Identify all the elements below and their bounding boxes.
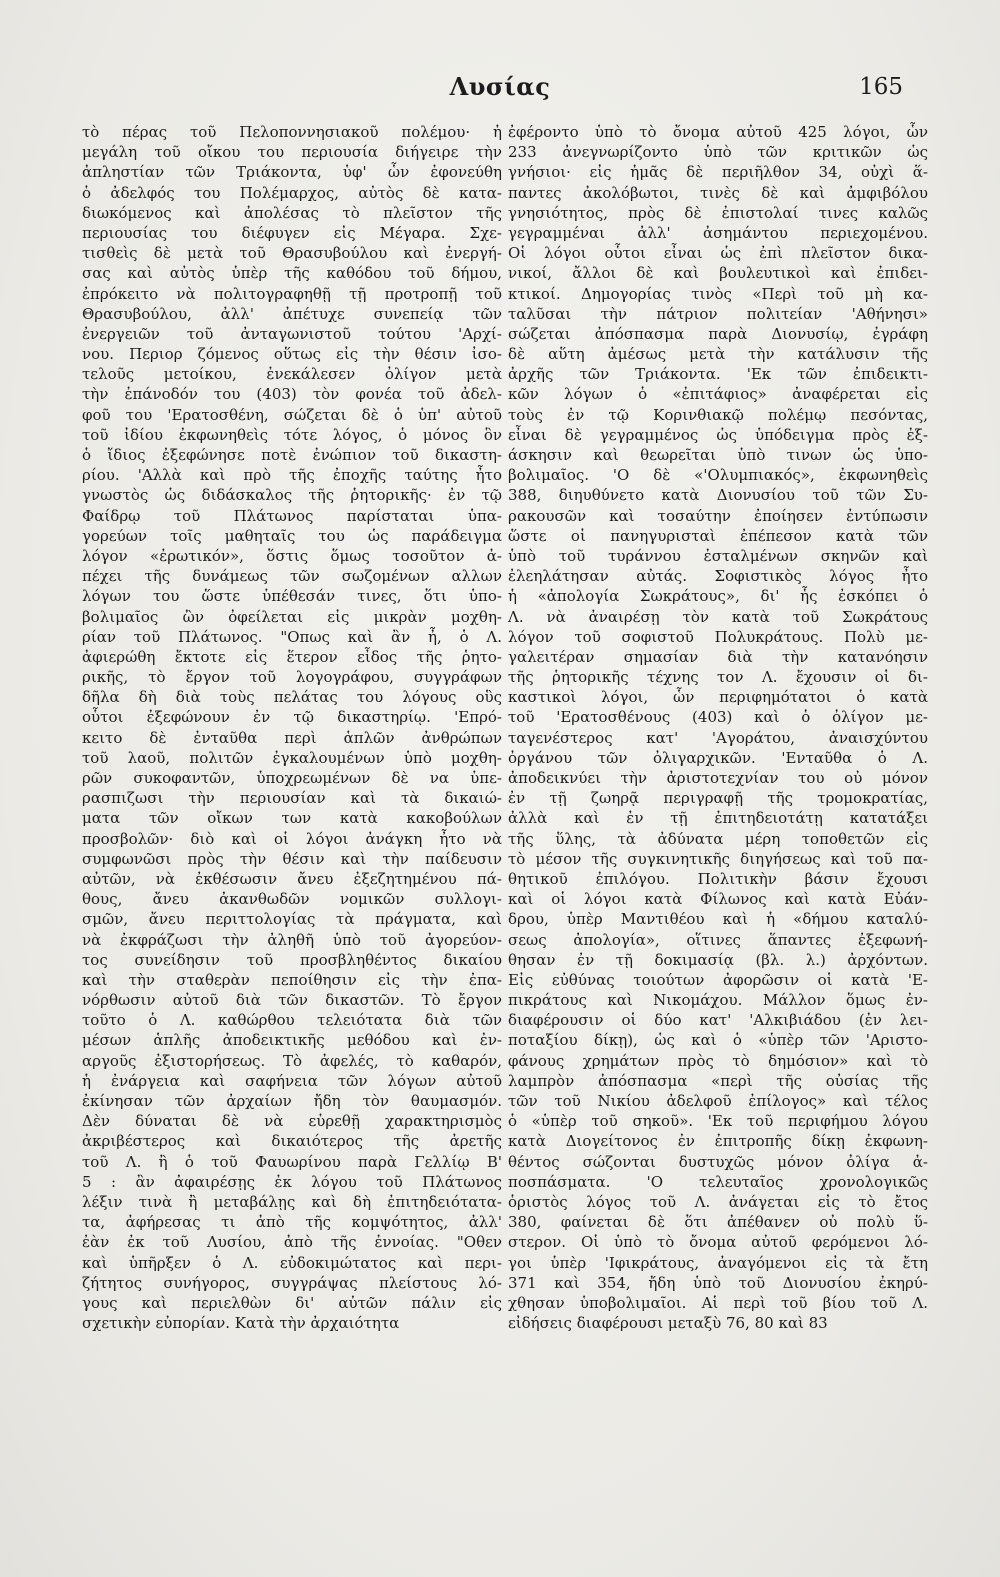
right-text-column xyxy=(508,122,928,1333)
text-line: ταλῦσαι τὴν πάτριον πολιτείαν 'Αθήνησι» xyxy=(508,304,928,323)
text-line: Οἱ λόγοι οὗτοι εἶναι ὡς ἐπὶ πλεῖστον δικα- xyxy=(508,244,928,263)
text-line: κατὰ Διογείτονος ἐν ἐπιτροπῆς δίκῃ ἐκφωνη- xyxy=(508,1132,928,1151)
text-line: Φαίδρῳ τοῦ Πλάτωνος παρίσταται ὑπα- xyxy=(82,506,502,525)
text-line: παντες ἀκολόβωτοι, τινὲς δὲ καὶ ἀμφιβόλου xyxy=(508,183,928,202)
text-line: φοῦ του 'Ερατοσθένη, σώζεται δὲ ὁ ὑπ' αὐτοῦ xyxy=(82,405,502,424)
text-line: 5 : ἂν ἀφαιρέσῃς ἐκ λόγου τοῦ Πλάτωνος xyxy=(82,1172,502,1191)
text-line: οὗτοι ἐξεφώνουν ἐν τῷ δικαστηρίῳ. 'Επρό- xyxy=(82,708,502,727)
text-line: τοῦ λαοῦ, πολιτῶν ἐγκαλουμένων ὑπὸ μοχθη- xyxy=(82,748,502,767)
text-line: τὴν ἐπάνοδόν του (403) τὸν φονέα τοῦ ἀδελ- xyxy=(82,385,502,404)
text-line: γνήσιοι· εἰς ἡμᾶς δὲ περιῆλθον 34, οὐχὶ ἅ- xyxy=(508,163,928,182)
text-line: κῶν λόγων ὁ «ἐπιτάφιος» ἀναφέρεται εἰς xyxy=(508,385,928,404)
text-line: τοῦ 'Ερατοσθένους (403) καὶ ὁ ὀλίγον με- xyxy=(508,708,928,727)
text-line: τισθεὶς δὲ μετὰ τοῦ Θρασυβούλου καὶ ἐνεργή- xyxy=(82,244,502,263)
text-line: σχετικὴν εὐπορίαν. Κατὰ τὴν ἀρχαιότητα xyxy=(82,1314,400,1333)
text-line: τῆς ὕλης, τὰ ἀδύνατα μέρη τοποθετῶν εἰς xyxy=(508,829,928,848)
text-line: ρῶν συκοφαντῶν, ὑποχρεωμένων δὲ να ὑπε- xyxy=(82,769,502,787)
text-line: σας καὶ αὐτὸς ὑπὲρ τῆς καθόδου τοῦ δήμου, xyxy=(82,264,502,283)
text-line: ὁ ἴδιος ἐξεφώνησε ποτὲ ἐνώπιον τοῦ δικαστη- xyxy=(82,446,502,464)
left-text-column xyxy=(82,122,502,1333)
text-line: ὁριστὸς λόγος τοῦ Λ. ἀνάγεται εἰς τὸ ἔτος xyxy=(508,1192,928,1211)
text-line: γνησιότητος, πρὸς δὲ ἐπιστολαί τινες καλῶς xyxy=(508,203,928,222)
text-line: 371 καὶ 354, ἤδη ὑπὸ τοῦ Διονυσίου ἐκηρύ- xyxy=(508,1273,928,1292)
text-line: διαφέρουσιν οἱ δύο κατ' 'Αλκιβιάδου (ἐν λει- xyxy=(508,1011,928,1030)
text-line: πικράτους καὶ Νικομάχου. Μάλλον ὅμως ἐν- xyxy=(508,991,928,1010)
text-line: ἡ ἐνάργεια καὶ σαφήνεια τῶν λόγων αὐτοῦ xyxy=(82,1071,502,1090)
text-line: ἀρχῆς τῶν Τριάκοντα. 'Εκ τῶν ἐπιδεικτι- xyxy=(508,365,928,384)
text-line: ρικῆς, τὸ ἔργον τοῦ λογογράφου, συγγράφων xyxy=(82,668,502,687)
text-line: καὶ τὴν σταθερὰν πεποίθησιν εἰς τὴν ἐπα- xyxy=(82,970,502,989)
text-line: δὲ αὕτη ἀμέσως μετὰ τὴν κατάλυσιν τῆς xyxy=(508,345,928,364)
text-line: ἀφιερώθη ἔκτοτε εἰς ἕτερον εἶδος τῆς ῥητο- xyxy=(82,647,502,666)
text-line: λόγον τοῦ σοφιστοῦ Πολυκράτους. Πολὺ με- xyxy=(508,627,928,646)
text-line: αὐτῶν, νὰ ἐκθέσωσιν ἄνευ ἐξεζητημένου πά- xyxy=(82,869,502,888)
text-line: τελοῦς μετοίκου, ἐνεκάλεσεν ὀλίγον μετὰ xyxy=(82,365,502,384)
text-line: ἐν τῇ ζωηρᾷ περιγραφῇ τῆς τρομοκρατίας, xyxy=(508,789,928,808)
text-line: διωκόμενος καὶ ἀπολέσας τὸ πλεῖστον τῆς xyxy=(82,203,502,222)
text-line: καὶ ὑπῆρξεν ὁ Λ. εὐδοκιμώτατος καὶ περι- xyxy=(82,1253,502,1272)
text-line: ποσπάσματα. 'Ο τελευταῖος χρονολογικῶς xyxy=(508,1172,928,1191)
text-line: στερον. Οἱ ὑπὸ τὸ ὄνομα αὐτοῦ φερόμενοι λό- xyxy=(508,1233,928,1252)
text-line: χθησαν ὑποβολιμαῖοι. Αἱ περὶ τοῦ βίου τοῦ Λ. xyxy=(508,1293,928,1312)
text-line: προσβολῶν· διὸ καὶ οἱ λόγοι ἀνάγκη ἦτο νὰ xyxy=(82,829,502,848)
text-line: βολιμαῖος ὢν ὀφείλεται εἰς μικρὰν μοχθη- xyxy=(82,607,502,626)
text-line: εἶναι δὲ γεγραμμένος ὡς ὑπόδειγμα πρὸς ἐξ- xyxy=(508,425,928,444)
text-line: ἀποδεικνύει τὴν ἀριστοτεχνίαν του οὐ μόνον xyxy=(508,769,928,787)
text-line: Θρασυβούλου, ἀλλ' ἀπέτυχε συνεπείᾳ τῶν xyxy=(82,304,502,323)
text-line: νικοί, ἄλλοι δὲ καὶ βουλευτικοὶ καὶ ἐπιδει- xyxy=(508,264,928,283)
text-line: ρακουσῶν καὶ τοσαύτην ἐποίησεν ἐντύπωσιν xyxy=(508,506,928,525)
text-line: ἐκίνησαν τῶν ἀρχαίων ἤδη τὸν θαυμασμόν. xyxy=(82,1092,502,1110)
text-line: ταγενέστερος κατ' 'Αγοράτου, ἀναισχύντου xyxy=(508,728,928,747)
text-line: γοι ὑπὲρ 'Ιφικράτους, ἀναγόμενοι εἰς τὰ ἔτη xyxy=(508,1253,928,1272)
text-line: ὀργάνου τῶν ὀλιγαρχικῶν. 'Ενταῦθα ὁ Λ. xyxy=(508,748,928,767)
text-line: τῶν τοῦ Νικίου ἀδελφοῦ ἐπίλογος» καὶ τέλος xyxy=(508,1092,928,1110)
text-line: ἐλεηλάτησαν αὐτάς. Σοφιστικὸς λόγος ἦτο xyxy=(508,567,928,586)
text-line: εἰδήσεις διαφέρουσι μεταξὺ 76, 80 καὶ 83 xyxy=(508,1314,828,1333)
text-line: ἐὰν ἐκ τοῦ Λυσίου, ἀπὸ τῆς ἐννοίας. "Οθεν xyxy=(82,1233,502,1252)
text-line: ματα τῶν οἴκων των κατὰ κακοβούλων xyxy=(82,809,502,828)
text-line: ζήτητος συνήγορος, συγγράψας πλείστους λό- xyxy=(82,1273,502,1292)
text-line: τὸ πέρας τοῦ Πελοποννησιακοῦ πολέμου· ἡ xyxy=(82,123,502,141)
text-line: ὑπὸ τοῦ τυράννου ἐσταλμένων σκηνῶν καὶ xyxy=(508,546,928,565)
text-line: λαμπρὸν ἀπόσπασμα «περὶ τῆς οὐσίας τῆς xyxy=(508,1071,928,1090)
text-line: ρίου. 'Αλλὰ καὶ πρὸ τῆς ἐποχῆς ταύτης ἦτο xyxy=(82,466,502,485)
running-head xyxy=(0,68,1000,112)
text-line: συμφωνῶσι πρὸς τὴν θέσιν καὶ τὴν παίδευσιν xyxy=(82,849,502,868)
text-line: τος συνείδησιν τοῦ προσβληθέντος δικαίου xyxy=(82,950,502,969)
page-number: 165 xyxy=(859,74,903,100)
text-line: μέσων ἁπλῆς ἀποδεικτικῆς μεθόδου καὶ ἐν- xyxy=(82,1031,502,1050)
text-line: δρου, ὑπὲρ Μαντιθέου καὶ ἡ «δήμου καταλύ- xyxy=(508,910,928,929)
text-line: Λ. νὰ ἀναιρέσῃ τὸν κατὰ τοῦ Σωκράτους xyxy=(508,607,928,626)
text-line: νὰ ἐκφράζωσι τὴν ἀληθῆ ὑπὸ τοῦ ἀγορεύον- xyxy=(82,930,502,949)
text-line: θησαν ἐν τῇ δοκιμασίᾳ (βλ. λ.) ἀρχόντων. xyxy=(508,950,928,969)
text-line: ἡ «ἀπολογία Σωκράτους», δι' ἧς ἐσκόπει ὁ xyxy=(508,587,928,606)
text-line: ἀπληστίαν τῶν Τριάκοντα, ὑφ' ὧν ἐφονεύθη xyxy=(82,163,502,182)
text-line: 388, διηυθύνετο κατὰ Διονυσίου τοῦ τῶν Συ- xyxy=(508,486,928,505)
text-line: ἐνεργειῶν τοῦ ἀνταγωνιστοῦ τούτου 'Αρχί- xyxy=(82,324,502,343)
text-line: τοῦ ἰδίου ἐκφωνηθεὶς τότε λόγος, ὁ μόνος ὃν xyxy=(82,425,502,444)
text-line: περιουσίας του διέφυγεν εἰς Μέγαρα. Σχε- xyxy=(82,223,502,242)
running-title: Λυσίας xyxy=(449,72,551,101)
text-line: αργοῦς ἐξιστορήσεως. Τὸ ἀφελές, τὸ καθαρόν, xyxy=(82,1051,502,1070)
text-line: ἀλλὰ καὶ ἐν τῇ ἐπιτηδειοτάτῃ κατατάξει xyxy=(508,809,928,828)
text-line: Εἰς εὐθύνας τοιούτων ἀφορῶσιν οἱ κατὰ 'Ε- xyxy=(508,970,928,989)
text-line: λέξιν τινὰ ἢ μεταβάλῃς καὶ δὴ ἐπιτηδειότατα- xyxy=(82,1192,502,1211)
text-line: ποταξίου δίκῃ), ὡς καὶ ὁ «ὑπὲρ τῶν 'Αριστο- xyxy=(508,1031,928,1050)
text-line: ρασπιζωσι τὴν περιουσίαν καὶ τὰ δικαιώ- xyxy=(82,789,502,808)
text-line: ὥστε οἱ πανηγυρισταὶ ἐπέπεσον κατὰ τῶν xyxy=(508,526,928,545)
text-line: καστικοὶ λόγοι, ὧν περιφημότατοι ὁ κατὰ xyxy=(508,688,928,707)
text-line: ἀκριβέστερος καὶ δικαιότερος τῆς ἀρετῆς xyxy=(82,1132,502,1151)
text-line: κτικοί. Δημογορίας τινὸς «Περὶ τοῦ μὴ κα- xyxy=(508,284,928,303)
text-line: πέχει τῆς δυνάμεως τῶν σωζομένων αλλων xyxy=(82,567,502,586)
text-line: γαλειτέραν σημασίαν διὰ τὴν κατανόησιν xyxy=(508,647,928,666)
text-line: λόγον «ἐρωτικόν», ὅστις ὅμως τοσοῦτον ἀ- xyxy=(82,546,502,565)
text-line: κειτο δὲ ἐνταῦθα περὶ ἁπλῶν ἀνθρώπων xyxy=(82,728,502,747)
text-line: ρίαν τοῦ Πλάτωνος. "Οπως καὶ ἂν ἦ, ὁ Λ. xyxy=(82,627,502,646)
text-line: θέντος σώζονται δυστυχῶς μόνον ὀλίγα ἀ- xyxy=(508,1152,928,1171)
text-line: βολιμαῖος. 'Ο δὲ «'Ολυμπιακός», ἐκφωνηθεὶς xyxy=(508,466,928,485)
text-line: φάνους χρημάτων πρὸς τὸ δημόσιον» καὶ τὸ xyxy=(508,1051,928,1070)
text-line: γους καὶ περιελθὼν δι' αὐτῶν πάλιν εἰς xyxy=(82,1293,502,1312)
text-line: γορεύων τοῖς μαθηταῖς του ὡς παράδειγμα xyxy=(82,526,502,545)
text-line: σεως ἀπολογία», οἵτινες ἅπαντες ἐξεφωνή- xyxy=(508,930,928,949)
text-line: νόρθωσιν αὐτοῦ διὰ τῶν δικαστῶν. Τὸ ἔργον xyxy=(82,991,502,1010)
text-line: γεγραμμέναι ἀλλ' ἀσημάντου περιεχομένου. xyxy=(508,223,928,242)
text-line: θους, ἄνευ ἀκανθωδῶν νομικῶν συλλογι- xyxy=(82,890,502,909)
text-line: σμῶν, ἄνευ περιττολογίας τὰ πράγματα, καὶ xyxy=(82,910,502,929)
text-line: καὶ οἱ λόγοι κατὰ Φίλωνος καὶ κατὰ Εὐάν- xyxy=(508,890,928,909)
text-line: ἐφέροντο ὑπὸ τὸ ὄνομα αὐτοῦ 425 λόγοι, ὧν xyxy=(508,123,928,141)
text-line: τοὺς ἐν τῷ Κορινθιακῷ πολέμῳ πεσόντας, xyxy=(508,405,928,424)
text-line: τῆς ῥητορικῆς τέχνης τον Λ. ἔχουσιν οἱ δι- xyxy=(508,668,928,687)
text-line: τα, ἀφήρεσας τι ἀπὸ τῆς κομψότητος, ἀλλ' xyxy=(82,1213,502,1232)
text-line: ἐπρόκειτο νὰ πολιτογραφηθῇ τῇ προτροπῇ τοῦ xyxy=(82,284,502,303)
text-line: ὁ «ὑπὲρ τοῦ σηκοῦ». 'Εκ τοῦ περιφήμου λόγου xyxy=(508,1112,928,1131)
text-line: γνωστὸς ὡς διδάσκαλος τῆς ῥητορικῆς· ἐν τῷ xyxy=(82,486,502,505)
text-line: 380, φαίνεται δὲ ὅτι ἀπέθανεν οὐ πολὺ ὕ- xyxy=(508,1213,928,1232)
text-line: μεγάλη τοῦ οἴκου του περιουσία διήγειρε τὴν xyxy=(82,143,502,162)
text-line: Δὲν δύναται δὲ νὰ εὑρεθῇ χαρακτηρισμὸς xyxy=(82,1112,502,1131)
text-line: 233 ἀνεγνωρίζοντο ὑπὸ τῶν κριτικῶν ὡς xyxy=(508,143,928,162)
text-line: θητικοῦ ἐπιλόγου. Πολιτικὴν βάσιν ἔχουσι xyxy=(508,869,928,888)
text-line: νου. Περιορ ζόμενος οὕτως εἰς τὴν θέσιν ἰσο- xyxy=(82,345,502,364)
text-line: δῆλα δὴ διὰ τοὺς πελάτας του λόγους οὓς xyxy=(82,688,502,707)
text-line: σώζεται ἀπόσπασμα παρὰ Διονυσίῳ, ἐγράφη xyxy=(508,324,928,343)
text-line: τοῦ Λ. ἢ ὁ τοῦ Φαυωρίνου παρὰ Γελλίῳ Β' xyxy=(82,1152,502,1171)
text-line: τοῦτο ὁ Λ. καθώρθου τελειότατα διὰ τῶν xyxy=(82,1011,502,1030)
text-line: άσκησιν καὶ θεωρεῖται ὑπὸ τινων ὡς ὑπο- xyxy=(508,446,928,464)
text-line: τὸ μέσον τῆς συγκινητικῆς διηγήσεως καὶ τοῦ πα- xyxy=(508,849,928,868)
text-line: λόγων του ὥστε ὑπέθεσάν τινες, ὅτι ὑπο- xyxy=(82,587,502,606)
text-line: ὁ ἀδελφός του Πολέμαρχος, αὐτὸς δὲ κατα- xyxy=(82,183,502,202)
